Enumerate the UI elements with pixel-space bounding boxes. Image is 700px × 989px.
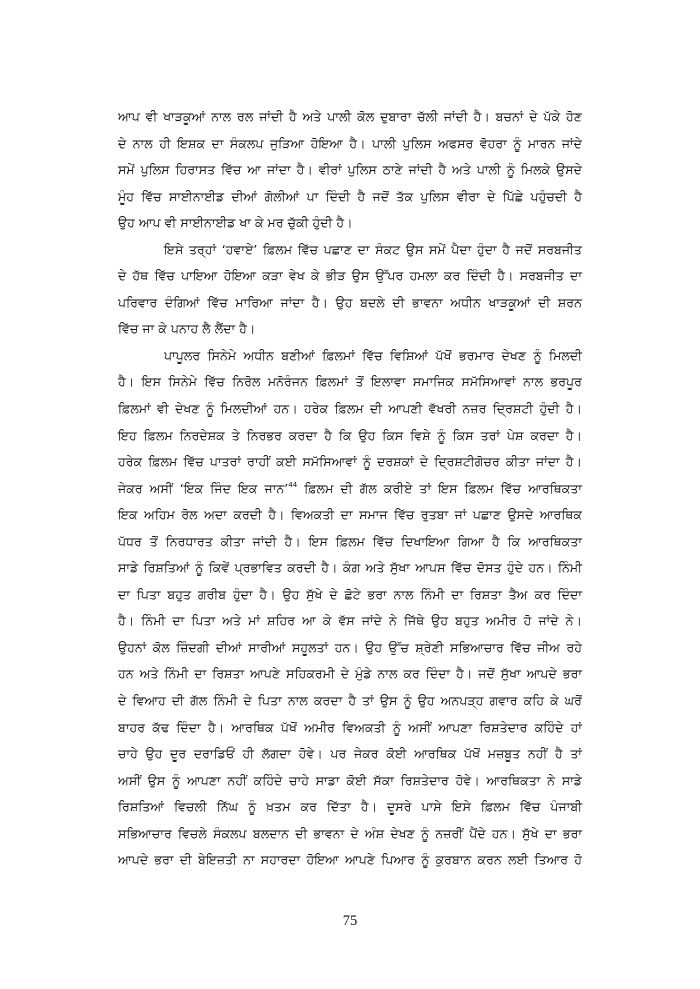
text-line: ਰਿਸ਼ਤਿਆਂ ਵਿਚਲੀ ਨਿੱਘ ਨੂੰ ਖ਼ਤਮ ਕਰ ਦਿੱਤਾ ਹੈ। ਦੂਸਰੇ ਪਾਸੇ ਇਸੇ ਫ਼ਿਲਮ ਵਿੱਚ ਪੰਜਾਬੀ <box>118 799 582 815</box>
page-number: 75 <box>342 913 358 929</box>
text-line: ਉਹ ਆਪ ਵੀ ਸਾਈਨਾਈਡ ਖਾ ਕੇ ਮਰ ਚੁੱਕੀ ਹੁੰਦੀ ਹੈ। <box>118 215 353 231</box>
footnote-marker: 44 <box>288 480 298 489</box>
text-line: ਇਹ ਫ਼ਿਲਮ ਨਿਰਦੇਸ਼ਕ ਤੇ ਨਿਰਭਰ ਕਰਦਾ ਹੈ ਕਿ ਉਹ ਕਿਸ ਵਿਸ਼ੇ ਨੂੰ ਕਿਸ ਤਰਾਂ ਪੇਸ਼ ਕਰਦਾ ਹੈ। <box>118 427 582 443</box>
text-line: ਪਾਪੂਲਰ ਸਿਨੇਮੇ ਅਧੀਨ ਬਣੀਆਂ ਫ਼ਿਲਮਾਂ ਵਿੱਚ ਵਿਸ਼ਿਆਂ ਪੱਖੋਂ ਭਰਮਾਰ ਦੇਖਣ ਨੂੰ ਮਿਲਦੀ <box>164 347 582 363</box>
text-line: ਉਹਨਾਂ ਕੋਲ ਜ਼ਿੰਦਗੀ ਦੀਆਂ ਸਾਰੀਆਂ ਸਹੂਲਤਾਂ ਹਨ। ਉਹ ਉੱਚ ਸ਼੍ਰੇਣੀ ਸਭਿਆਚਾਰ ਵਿੱਚ ਜੀਅ ਰਹੇ <box>118 639 582 655</box>
text-line: ਸਮੇਂ ਪੁਲਿਸ ਹਿਰਾਸਤ ਵਿੱਚ ਆ ਜਾਂਦਾ ਹੈ। ਵੀਰਾਂ ਪੁਲਿਸ ਠਾਣੇ ਜਾਂਦੀ ਹੈ ਅਤੇ ਪਾਲੀ ਨੂੰ ਮਿਲਕੇ ਉਸਦੇ <box>118 162 582 178</box>
text-line: ਫ਼ਿਲਮਾਂ ਵੀ ਦੇਖਣ ਨੂੰ ਮਿਲਦੀਆਂ ਹਨ। ਹਰੇਕ ਫ਼ਿਲਮ ਦੀ ਆਪਣੀ ਵੱਖਰੀ ਨਜ਼ਰ ਦ੍ਰਿਸ਼ਟੀ ਹੁੰਦੀ ਹੈ। <box>118 401 582 417</box>
text-line-with-footnote <box>118 476 582 503</box>
text-segment: ਜੇਕਰ ਅਸੀਂ ‘ਇਕ ਜਿੰਦ ਇਕ ਜਾਨ’ <box>118 480 289 496</box>
text-line: ਪੱਧਰ ਤੋਂ ਨਿਰਧਾਰਤ ਕੀਤਾ ਜਾਂਦੀ ਹੈ। ਇਸ ਫ਼ਿਲਮ ਵਿੱਚ ਦਿਖਾਇਆ ਗਿਆ ਹੈ ਕਿ ਆਰਥਿਕਤਾ <box>118 533 582 549</box>
text-line: ਪਰਿਵਾਰ ਦੰਗਿਆਂ ਵਿੱਚ ਮਾਰਿਆ ਜਾਂਦਾ ਹੈ। ਉਹ ਬਦਲੇ ਦੀ ਭਾਵਨਾ ਅਧੀਨ ਖਾੜਕੂਆਂ ਦੀ ਸ਼ਰਨ <box>118 294 582 310</box>
text-line: ਚਾਹੇ ਉਹ ਦੂਰ ਦਰਾਡਿਓਂ ਹੀ ਲੱਗਦਾ ਹੋਵੇ। ਪਰ ਜੇਕਰ ਕੋਈ ਆਰਥਿਕ ਪੱਖੋਂ ਮਜ਼ਬੂਤ ਨਹੀਂ ਹੈ ਤਾਂ <box>118 746 582 762</box>
text-line: ਹਨ ਅਤੇ ਨਿੰਮੀ ਦਾ ਰਿਸ਼ਤਾ ਆਪਣੇ ਸਹਿਕਰਮੀ ਦੇ ਮੁੰਡੇ ਨਾਲ ਕਰ ਦਿੰਦਾ ਹੈ। ਜਦੋਂ ਸੁੱਖਾ ਆਪਦੇ ਭਰਾ <box>118 666 582 682</box>
text-line: ਦਾ ਪਿਤਾ ਬਹੁਤ ਗਰੀਬ ਹੁੰਦਾ ਹੈ। ਉਹ ਸੁੱਖੇ ਦੇ ਛੋਟੇ ਭਰਾ ਨਾਲ ਨਿੰਮੀ ਦਾ ਰਿਸ਼ਤਾ ਤੈਅ ਕਰ ਦਿੰਦਾ <box>118 586 582 602</box>
paragraph <box>118 343 582 874</box>
text-line: ਆਪਦੇ ਭਰਾ ਦੀ ਬੇਇਜ਼ਤੀ ਨਾ ਸਹਾਰਦਾ ਹੋਇਆ ਆਪਣੇ ਪਿਆਰ ਨੂੰ ਕੁਰਬਾਨ ਕਰਨ ਲਈ ਤਿਆਰ ਹੋ <box>118 852 582 868</box>
paragraph <box>118 237 582 343</box>
text-line: ਬਾਹਰ ਕੱਢ ਦਿੰਦਾ ਹੈ। ਆਰਥਿਕ ਪੱਖੋਂ ਅਮੀਰ ਵਿਅਕਤੀ ਨੂੰ ਅਸੀਂ ਆਪਣਾ ਰਿਸ਼ਤੇਦਾਰ ਕਹਿੰਦੇ ਹਾਂ <box>118 719 582 735</box>
text-line: ਹੈ। ਨਿੰਮੀ ਦਾ ਪਿਤਾ ਅਤੇ ਮਾਂ ਸ਼ਹਿਰ ਆ ਕੇ ਵੱਸ ਜਾਂਦੇ ਨੇ ਜਿੱਥੇ ਉਹ ਬਹੁਤ ਅਮੀਰ ਹੋ ਜਾਂਦੇ ਨੇ। <box>118 613 582 629</box>
text-line: ਦੇ ਵਿਆਹ ਦੀ ਗੱਲ ਨਿੰਮੀ ਦੇ ਪਿਤਾ ਨਾਲ ਕਰਦਾ ਹੈ ਤਾਂ ਉਸ ਨੂੰ ਉਹ ਅਨਪੜ੍ਹ ਗਵਾਰ ਕਹਿ ਕੇ ਘਰੋਂ <box>118 693 582 709</box>
text-line: ਮੂੰਹ ਵਿੱਚ ਸਾਈਨਾਈਡ ਦੀਆਂ ਗੋਲੀਆਂ ਪਾ ਦਿੰਦੀ ਹੈ ਜਦੋਂ ਤੱਕ ਪੁਲਿਸ ਵੀਰਾ ਦੇ ਪਿੱਛੇ ਪਹੁੰਚਦੀ ਹੈ <box>118 188 582 204</box>
text-line: ਸਾਡੇ ਰਿਸ਼ਤਿਆਂ ਨੂੰ ਕਿਵੇਂ ਪ੍ਰਭਾਵਿਤ ਕਰਦੀ ਹੈ। ਕੰਗ ਅਤੇ ਸੁੱਖਾ ਆਪਸ ਵਿੱਚ ਦੋਸਤ ਹੁੰਦੇ ਹਨ। ਨਿੰਮੀ <box>118 560 582 576</box>
text-line: ਇਕ ਅਹਿਮ ਰੋਲ ਅਦਾ ਕਰਦੀ ਹੈ। ਵਿਅਕਤੀ ਦਾ ਸਮਾਜ ਵਿੱਚ ਰੁਤਬਾ ਜਾਂ ਪਛਾਣ ਉਸਦੇ ਆਰਥਿਕ <box>118 507 582 523</box>
text-line: ਅਸੀਂ ਉਸ ਨੂੰ ਆਪਣਾ ਨਹੀਂ ਕਹਿੰਦੇ ਚਾਹੇ ਸਾਡਾ ਕੋਈ ਸੱਕਾ ਰਿਸ਼ਤੇਦਾਰ ਹੋਵੇ। ਆਰਥਿਕਤਾ ਨੇ ਸਾਡੇ <box>118 772 582 788</box>
text-line: ਦੇ ਨਾਲ ਹੀ ਇਸ਼ਕ ਦਾ ਸੰਕਲਪ ਜੁੜਿਆ ਹੋਇਆ ਹੈ। ਪਾਲੀ ਪੁਲਿਸ ਅਫਸਰ ਵੋਹਰਾ ਨੂੰ ਮਾਰਨ ਜਾਂਦੇ <box>118 135 582 151</box>
text-line: ਵਿੱਚ ਜਾ ਕੇ ਪਨਾਹ ਲੈ ਲੈਂਦਾ ਹੈ। <box>118 321 256 337</box>
text-line: ਆਪ ਵੀ ਖਾੜਕੂਆਂ ਨਾਲ ਰਲ ਜਾਂਦੀ ਹੈ ਅਤੇ ਪਾਲੀ ਕੋਲ ਦੁਬਾਰਾ ਚੱਲੀ ਜਾਂਦੀ ਹੈ। ਬਚਨਾਂ ਦੇ ਪੱਕੇ ਹੋਣ <box>118 109 582 124</box>
document-body <box>118 104 582 874</box>
paragraph <box>118 104 582 237</box>
text-line: ਇਸੇ ਤਰ੍ਹਾਂ ‘ਹਵਾਏ’ ਫ਼ਿਲਮ ਵਿੱਚ ਪਛਾਣ ਦਾ ਸੰਕਟ ਉਸ ਸਮੇਂ ਪੈਦਾ ਹੁੰਦਾ ਹੈ ਜਦੋਂ ਸਰਬਜੀਤ <box>164 241 582 257</box>
text-segment: ਫ਼ਿਲਮ ਦੀ ਗੱਲ ਕਰੀਏ ਤਾਂ ਇਸ ਫ਼ਿਲਮ ਵਿੱਚ ਆਰਥਿਕਤਾ <box>297 480 583 496</box>
text-line: ਹੈ। ਇਸ ਸਿਨੇਮੇ ਵਿੱਚ ਨਿਰੋਲ ਮਨੋਰੰਜਨ ਫ਼ਿਲਮਾਂ ਤੋਂ ਇਲਾਵਾ ਸਮਾਜਿਕ ਸਮੱਸਿਆਵਾਂ ਨਾਲ ਭਰਪੂਰ <box>118 374 582 390</box>
text-line: ਹਰੇਕ ਫ਼ਿਲਮ ਵਿੱਚ ਪਾਤਰਾਂ ਰਾਹੀਂ ਕਈ ਸਮੱਸਿਆਵਾਂ ਨੂੰ ਦਰਸ਼ਕਾਂ ਦੇ ਦ੍ਰਿਸ਼ਟੀਗੋਚਰ ਕੀਤਾ ਜਾਂਦਾ ਹੈ। <box>118 454 582 470</box>
text-line: ਦੇ ਹੱਥ ਵਿੱਚ ਪਾਇਆ ਹੋਇਆ ਕੜਾ ਵੇਖ ਕੇ ਭੀੜ ਉਸ ਉੱਪਰ ਹਮਲਾ ਕਰ ਦਿੰਦੀ ਹੈ। ਸਰਬਜੀਤ ਦਾ <box>118 268 582 284</box>
text-line: ਸਭਿਆਚਾਰ ਵਿਚਲੇ ਸੰਕਲਪ ਬਲਦਾਨ ਦੀ ਭਾਵਨਾ ਦੇ ਅੰਸ਼ ਦੇਖਣ ਨੂੰ ਨਜ਼ਰੀਂ ਪੈਂਦੇ ਹਨ। ਸੁੱਖੇ ਦਾ ਭਰਾ <box>118 825 582 841</box>
